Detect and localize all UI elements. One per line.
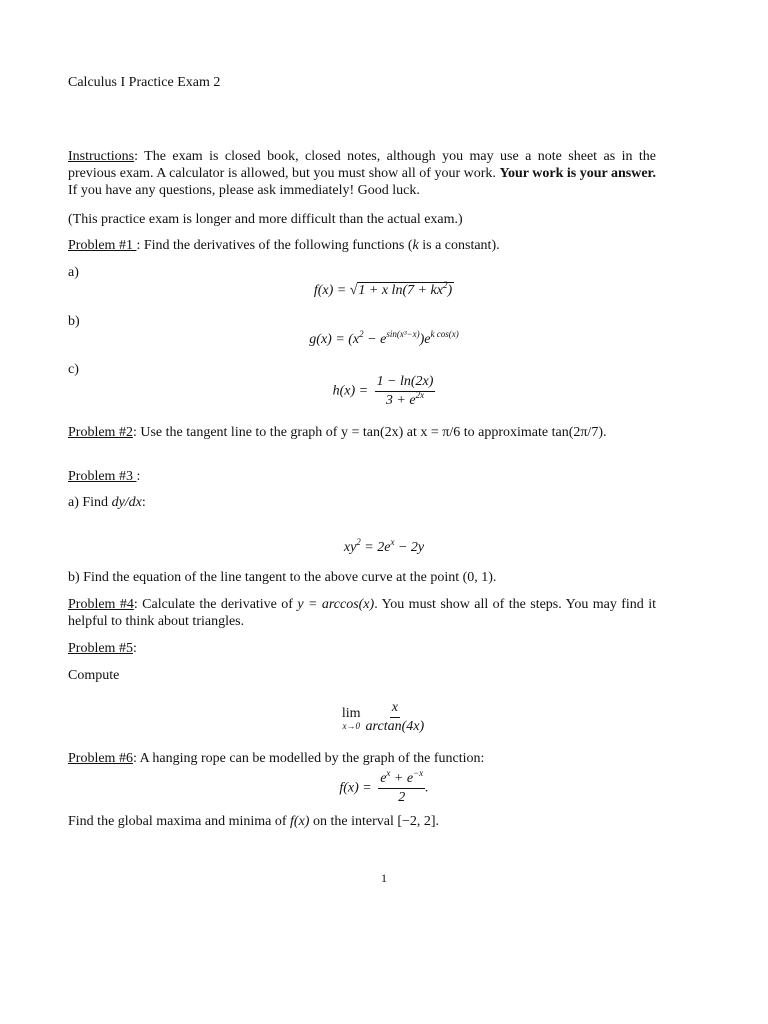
problem-6-find-expr: f(x) (290, 814, 310, 829)
problem-4-text-b: . You must show all of the steps. You may find it helpful to think about triangles. (68, 597, 656, 629)
implicit-lhs: xy (343, 540, 357, 555)
sqrt-radicand: 1 + x $\ln(7 + kx^2)$ (358, 280, 453, 298)
rope-num-b-exp: −x (413, 768, 424, 778)
instructions-label: Instructions (68, 149, 135, 164)
rope-num-a: e (380, 771, 387, 786)
problem-4-label: Problem #4 (68, 597, 134, 612)
fraction-rope (378, 768, 425, 806)
problem-3-part-b: b) Find the equation of the line tangent to the above curve at the point (0, 1). (68, 570, 497, 585)
equation-g-mid2: )e (419, 332, 431, 347)
fraction-h-denominator (384, 392, 426, 409)
limit-word: lim (341, 705, 361, 721)
problem-3-heading (68, 468, 656, 485)
equation-g-exp2: k cos(x) (430, 329, 459, 339)
problem-4-statement (68, 596, 656, 630)
problem-1-statement (68, 237, 656, 254)
problem-3-label: Problem #3 (68, 469, 137, 484)
equation-g-mid: − e (363, 332, 387, 347)
equation-f-lhs: f(x) = (313, 283, 350, 298)
problem-4-expr: y = arccos(x) (297, 597, 375, 612)
problem-3-a-expr: dy/dx (111, 495, 142, 510)
part-a-label: a) (68, 265, 79, 280)
problem-1-text-b: is a constant). (418, 238, 500, 253)
problem-2-label: Problem #2 (68, 425, 133, 440)
equation-f (0, 282, 768, 299)
implicit-exp: x (390, 537, 395, 547)
instructions-bold: Your work is your answer. (499, 166, 656, 181)
instructions-text: The exam is closed book, closed notes, although you may use a note sheet as in the previous exam. A calculator is allowed, but you must show all of your work. (68, 149, 656, 181)
equation-g: $g(x) = (x^2 - e^{sin(x^3-x)})e^{k cos(x)}$ (309, 329, 459, 347)
fraction-h-numerator: 1 − ln(2x) (375, 374, 436, 392)
instructions-tail: If you have any questions, please ask immediately! Good luck. (68, 183, 420, 198)
problem-2-text: : Use the tangent line to the graph of y = tan(2x) at x = π/6 to approximate tan(2π/7). (132, 425, 607, 440)
problem-3-a-prefix: a) Find (68, 495, 112, 510)
practice-note: (This practice exam is longer and more difficult than the actual exam.) (68, 212, 463, 227)
problem-5-heading (68, 640, 656, 657)
fraction-h-den-exp: 2x (415, 390, 425, 400)
problem-6-statement (68, 750, 656, 767)
rope-lhs: f(x) = (339, 780, 376, 796)
rope-num-a-exp: x (386, 768, 391, 778)
problem-3-part-a (68, 494, 656, 511)
problem-6-find (68, 813, 656, 830)
equation-rope (0, 768, 768, 806)
problem-5-label: Problem #5 (68, 641, 133, 656)
equation-h-lhs: h(x) = (332, 383, 372, 399)
limit-operator (342, 705, 361, 731)
fraction-rope-numerator (378, 768, 425, 789)
equation-h (0, 374, 768, 409)
fraction-limit (364, 700, 427, 735)
rope-num-b: + e (390, 771, 414, 786)
sqrt-symbol: √1 + x $\ln(7 + kx^2)$ (349, 280, 453, 298)
page-number: 1 (381, 871, 387, 885)
fraction-rope-denominator: 2 (398, 790, 406, 805)
problem-6-find-a: Find the global maxima and minima of (68, 814, 291, 829)
problem-6-find-b: on the interval [−2, 2]. (309, 814, 440, 829)
problem-4-text-a: : Calculate the derivative of (133, 597, 298, 612)
implicit-mid: = 2e (360, 540, 391, 555)
problem-6-text: : A hanging rope can be modelled by the graph of the function: (132, 751, 485, 766)
problem-3-a-suffix: : (141, 495, 146, 510)
fraction-limit-numerator: x (390, 700, 400, 718)
part-c-label: c) (68, 362, 79, 377)
rope-dot: . (425, 780, 429, 796)
radicand-text: 1 + x ln(7 + kx (358, 283, 443, 298)
problem-1-label: Problem #1 (68, 238, 137, 253)
problem-6-label: Problem #6 (68, 751, 133, 766)
problem-2-statement (68, 424, 656, 441)
part-b-label: b) (68, 314, 80, 329)
equation-g-lhs: g(x) = (x (309, 332, 360, 347)
problem-1-k: k (412, 238, 419, 253)
compute-text: Compute (68, 668, 120, 683)
page-title: Calculus I Practice Exam 2 (68, 75, 221, 90)
problem-3-colon: : (136, 469, 141, 484)
instructions-paragraph (68, 148, 656, 199)
implicit-rhs: − 2y (394, 540, 425, 555)
equation-implicit: $xy^2 = 2e^x - 2y$ (343, 537, 425, 555)
fraction-h-den-base: 3 + e (385, 393, 416, 408)
instructions-sep: : (134, 149, 138, 164)
fraction-h (375, 374, 436, 409)
problem-5-colon: : (132, 641, 137, 656)
limit-expression (0, 700, 768, 735)
equation-g-exp1: sin(x³−x) (386, 329, 420, 339)
limit-subscript: x→0 (342, 720, 360, 731)
problem-1-text-a: : Find the derivatives of the following functions ( (136, 238, 413, 253)
fraction-limit-denominator: arctan(4x) (365, 719, 425, 734)
